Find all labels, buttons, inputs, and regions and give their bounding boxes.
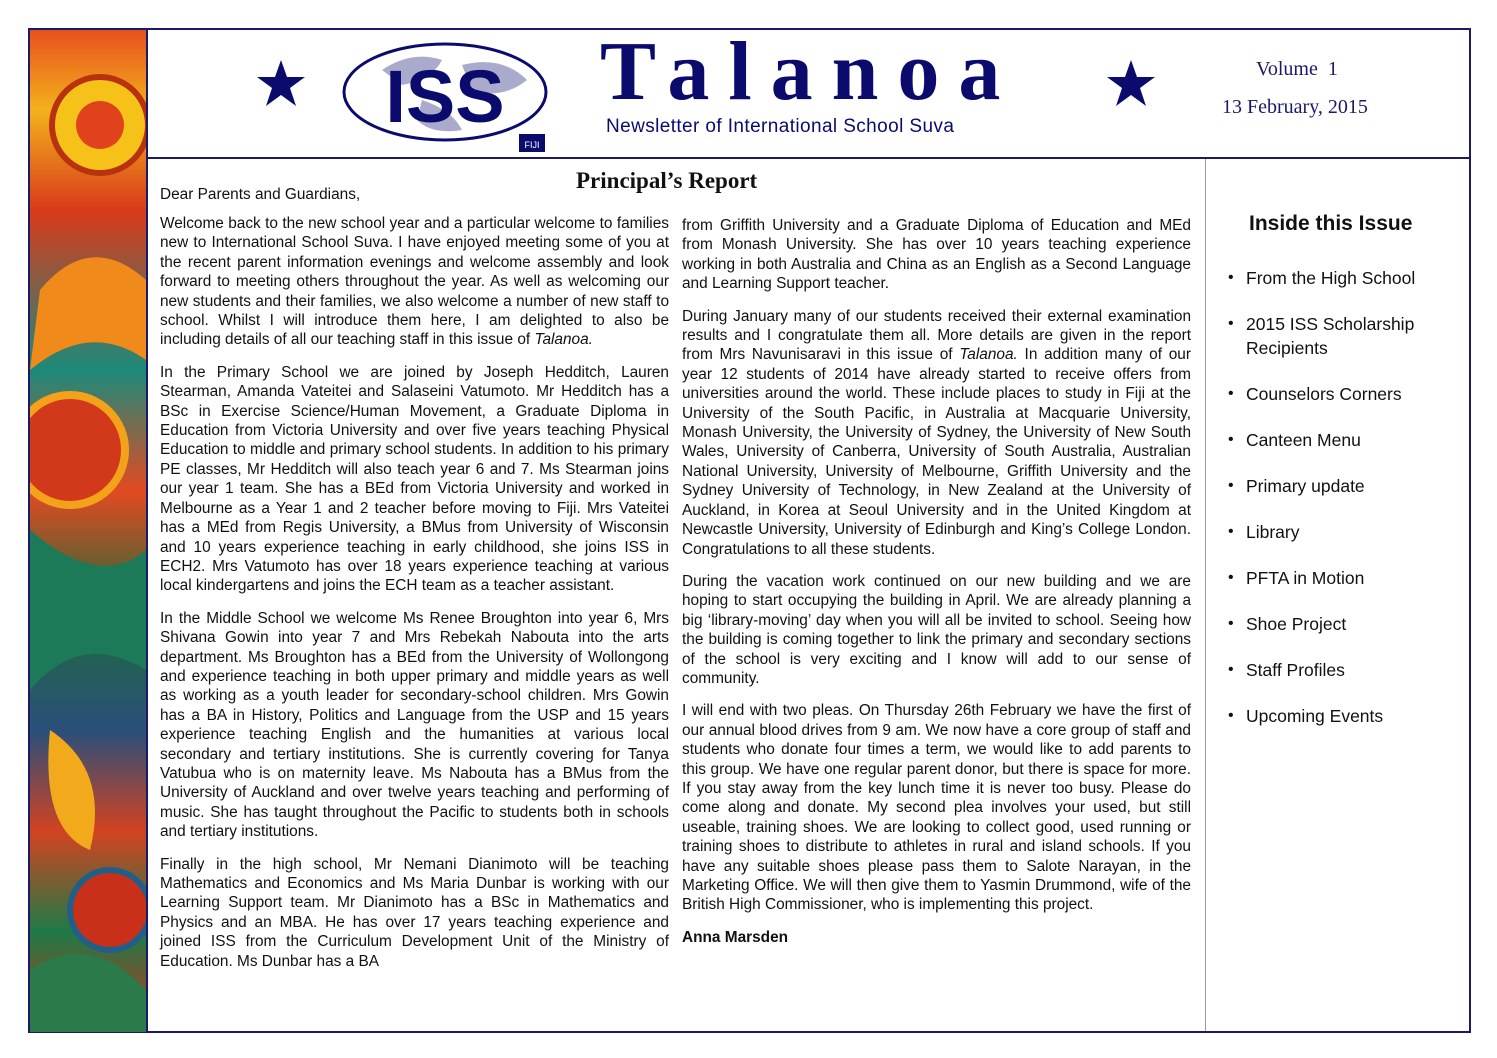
star-icon	[1106, 58, 1156, 108]
paragraph: In the Primary School we are joined by Joseph Hedditch, Lauren Stearman, Amanda Vateitei and Salaseini Vatumoto. Mr Hedditch has a BSc in Exercise Science/Human Movement, a Graduate Diploma in Education from Victoria University and over five years teaching Physical Education to middle and primary school students. In addition to his primary PE classes, Mr Hedditch will also teach year 6 and 7. Ms Stearman joins our year 1 team. She has a BEd from Victoria University and worked in Melbourne as a Year 1 and 2 teacher before moving to Fiji. Mrs Vateitei has a MEd from Regis University, a BMus from University of Wisconsin and 10 years experience teaching in early childhood, she joins ISS in ECH2. Mrs Vatumoto has over 18 years experience teaching at various local kindergartens and joins the ECH team as a teacher assistant.	[160, 363, 669, 595]
sidebar-divider	[1205, 159, 1206, 1031]
list-item: • PFTA in Motion	[1228, 566, 1438, 590]
paragraph: from Griffith University and a Graduate Diploma of Education and MEd from Monash University. She has over 10 years teaching experience working in both Australia and China as an English as a Second Language and Learning Support teacher.	[682, 217, 1191, 293]
article-column-left	[160, 214, 669, 984]
article-column-right	[682, 216, 1191, 960]
salutation: Dear Parents and Guardians,	[160, 186, 361, 203]
paragraph: During the vacation work continued on our new building and we are hoping to start occupying the building in April. We are already planning a big ‘library-moving’ day when you will all be invited to school. Seeing how the building is coming together to link the primary and secondary sections of the school is very exciting and I know will add to our sense of community.	[682, 572, 1191, 687]
paragraph: Finally in the high school, Mr Nemani Dianimoto will be teaching Mathematics and Economics and Ms Maria Dunbar is working with our Learning Support team. Mr Dianimoto has a BSc in Mathematics and Physics and an MBA. He has over 17 years teaching experience and joined ISS from the Curriculum Development Unit of the Ministry of Education. Ms Dunbar has a BA	[160, 855, 669, 970]
pacific-art-image	[30, 30, 146, 1032]
inside-issue-title: Inside this Issue	[1249, 212, 1413, 235]
star-icon	[256, 58, 306, 108]
logo-text: ISS	[385, 55, 505, 138]
list-item: • From the High School	[1228, 266, 1438, 290]
newsletter-title: Talanoa	[600, 25, 1020, 118]
list-item: • Upcoming Events	[1228, 704, 1438, 728]
list-item: • Shoe Project	[1228, 612, 1438, 636]
list-item: • 2015 ISS Scholarship Recipients	[1228, 312, 1438, 360]
paragraph: I will end with two pleas. On Thursday 26th February we have the first of our annual blood drives from 9 am. We now have a core group of staff and students who donate four times a term, we would like to add parents to this group. We have one regular parent donor, but there is space for more. If you stay away from the key lunch time it is never too busy. Please do come along and donate. My second plea involves your used, but still useable, training shoes. We are looking to collect good, used running or training shoes to distribute to athletes in rural and island schools. If you have any suitable shoes please pass them to Salote Narayan, in the Marketing Office. We will then give them to Yasmin Drummond, wife of the British High Commissioner, who is implementing this project.	[682, 702, 1191, 914]
newsletter-subtitle: Newsletter of International School Suva	[606, 116, 955, 137]
inside-issue-list	[1228, 266, 1438, 750]
iss-logo	[342, 40, 552, 154]
list-item: • Library	[1228, 520, 1438, 544]
signature: Anna Marsden	[682, 928, 789, 946]
list-item: • Counselors Corners	[1228, 382, 1438, 406]
logo-badge: FIJI	[524, 140, 540, 150]
list-item: • Staff Profiles	[1228, 658, 1438, 682]
volume-label: Volume 1	[1256, 58, 1338, 80]
header-divider	[146, 157, 1469, 159]
list-item: • Primary update	[1228, 474, 1438, 498]
issue-date: 13 February, 2015	[1222, 96, 1368, 118]
paragraph: During January many of our students received their external examination results and I congratulate them all. More details are given in the report from Mrs Navunisaravi in this issue of Talanoa. In addition many of our year 12 students of 2014 have already started to receive offers from universities around the world. These include places to study in Fiji at the University of the South Pacific, in Australia at Macquarie University, Monash University, the University of Sydney, the University of New South Wales, University of Canberra, University of South Australia, Australian National University, University of Melbourne, Griffith University and the Sydney University of Technology, in New Zealand at the University of Auckland, in Korea at Seoul University and in the United Kingdom at Newcastle University, University of Edinburgh and King’s College London. Congratulations to all these students.	[682, 307, 1191, 558]
decorative-art-strip	[30, 30, 148, 1032]
list-item: • Canteen Menu	[1228, 428, 1438, 452]
report-title: Principal’s Report	[576, 168, 758, 193]
paragraph: In the Middle School we welcome Ms Renee Broughton into year 6, Mrs Shivana Gowin into year 7 and Mrs Rebekah Nabouta into the arts department. Ms Broughton has a BEd from the University of Wollongong and experience teaching in both upper primary and middle years as well as working as a youth leader for secondary-school children. Mrs Gowin has a BA in History, Politics and Language from the USP and 15 years experience teaching English and the humanities at various local secondary and tertiary institutions. She is currently covering for Tanya Vatubua who is on maternity leave. Ms Nabouta has a BMus from the University of Auckland and over twelve years teaching and performing of music. She has taught throughout the Pacific to students both in schools and tertiary institutions.	[160, 609, 669, 841]
paragraph: Welcome back to the new school year and a particular welcome to families new to International School Suva. I have enjoyed meeting some of you at the recent parent information evenings and welcome assembly and look forward to meeting others throughout the year. As well as welcoming our new students and their families, we also welcome a number of new staff to school. Whilst I will introduce them here, I am delighted to also be including details of all our teaching staff in this issue of Talanoa.	[160, 215, 669, 349]
